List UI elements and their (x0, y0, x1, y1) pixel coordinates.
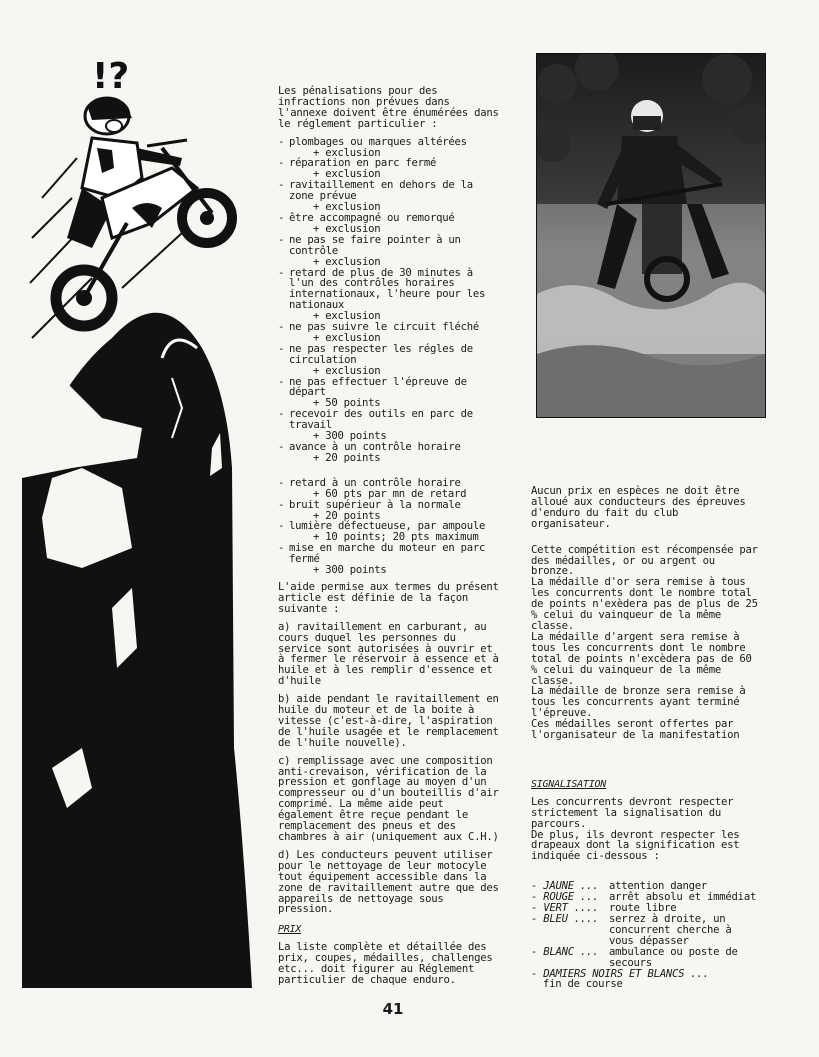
flag-list (531, 881, 761, 990)
aid-paragraph-a: a) ravitaillement en carburant, au cours duquel les personnes du service sont autorisées à ouvrir et à fermer le réservoir à essence et à huile et à les remplir d'essence et d'huile (278, 620, 499, 688)
right-column (531, 486, 761, 990)
penalty-item: - lumière défectueuse, par ampoule + 10 points; 20 pts maximum (278, 520, 486, 544)
exclaim-question-mark: !? (92, 56, 130, 97)
penalty-item: - être accompagné ou remorqué + exclusion (278, 211, 455, 235)
signal-paragraph-2: De plus, ils devront respecter les drapeaux dont la signification est indiquée ci-dessous : (531, 828, 740, 863)
cash-prize-paragraph: Aucun prix en espèces ne doit être alloué aux conducteurs des épreuves d'enduro du fait du club organisateur. (531, 485, 746, 530)
medal-intro-paragraph: Cette compétition est récompensée par des médailles, or ou argent ou bronze. (531, 543, 758, 578)
medal-organizer-paragraph: Ces médailles seront offertes par l'organisateur de la manifestation (531, 718, 740, 742)
motocross-rider-drawing (22, 48, 262, 988)
prix-paragraph: La liste complète et détaillée des prix, coupes, médailles, challenges etc... doit figurer au Réglement particulier de chaque enduro. (278, 941, 493, 986)
penalty-item: - ravitaillement en dehors de la zone prévue + exclusion (278, 179, 473, 214)
aid-paragraph-c: c) remplissage avec une composition anti-crevaison, vérification de la pression et gonflage au moyen d'un compresseur ou d'un bouteillis d'air comprimé. La même aide peut également être reçue pendant le remplacement des pneus et des chambres à air (uniquement aux C.H.) (278, 754, 499, 843)
rider-water-photo (536, 53, 766, 418)
penalty-item: - plombages ou marques altérées + exclusion (278, 135, 467, 159)
penalty-list (278, 137, 503, 464)
bronze-medal-paragraph: La médaille de bronze sera remise à tous les concurrents ayant terminé l'épreuve. (531, 685, 746, 720)
intro-paragraph: Les pénalisations pour des infractions non prévues dans l'annexe doivent être énumérées dans le réglement particulier : (278, 85, 499, 130)
penalty-item: - mise en marche du moteur en parc fermé + 300 points (278, 542, 486, 577)
page-number: 41 (382, 1000, 404, 1018)
flag-row: - ROUGE ... arrêt absolu et immédiat (531, 891, 757, 904)
penalty-item: - réparation en parc fermé + exclusion (278, 157, 437, 181)
penalty-item: - avance à un contrôle horaire + 20 points (278, 441, 461, 464)
aid-paragraph-d: d) Les conducteurs peuvent utiliser pour le nettoyage de leur motocyle tout équipement accessible dans la zone de ravitaillement autre que des appareils de nettoyage sous pression. (278, 848, 499, 916)
penalty-item: - ne pas se faire pointer à un contrôle + exclusion (278, 233, 461, 268)
photo-image (537, 54, 765, 417)
silver-medal-paragraph: La médaille d'argent sera remise à tous les concurrents dont le nombre total de points n'excèdera pas de 60 % celui du vainqueur de la même classe. (531, 630, 752, 687)
penalty-item: - ne pas respecter les régles de circulation + exclusion (278, 342, 473, 377)
prix-heading: PRIX (278, 924, 302, 936)
penalty-list-continued (278, 478, 503, 576)
signal-paragraph-1: Les concurrents devront respecter strictement la signalisation du parcours. (531, 795, 734, 830)
gold-medal-paragraph: La médaille d'or sera remise à tous les concurrents dont le nombre total de points n'exèdera pas de plus de 25 % celui du vainqueur de la même classe. (531, 576, 758, 632)
penalty-item: - ne pas effectuer l'épreuve de départ + 50 points (278, 375, 467, 410)
aid-paragraph-b: b) aide pendant le ravitaillement en huile du moteur et de la boite à vitesse (c'est-à-dire, l'aspiration de l'huile usagée et le remplacement de l'huile nouvelle). (278, 693, 499, 749)
penalty-item: - bruit supérieur à la normale + 20 points (278, 498, 461, 522)
flag-row: - VERT .... route libre (531, 902, 677, 915)
flag-row: - BLANC ... ambulance ou poste de secours (531, 945, 738, 969)
flag-row: - BLEU .... serrez à droite, un concurrent cherche à vous dépasser (531, 913, 732, 947)
penalty-item: - retard de plus de 30 minutes à l'un des contrôles horaires internationaux, l'heure pour les nationaux + exclusion (278, 266, 486, 323)
penalty-item: - retard à un contrôle horaire + 60 pts par mn de retard (278, 476, 467, 500)
flag-row: - JAUNE ... attention danger (531, 880, 708, 893)
aid-intro: L'aide permise aux termes du présent article est définie de la façon suivante : (278, 580, 499, 615)
signalisation-heading: SIGNALISATION (531, 778, 607, 790)
flag-row-checkered: - DAMIERS NOIRS ET BLANCS ... fin de course (531, 967, 709, 991)
middle-column (278, 86, 503, 993)
penalty-item: - ne pas suivre le circuit fléché + exclusion (278, 321, 479, 344)
penalty-item: - recevoir des outils en parc de travail + 300 points (278, 408, 473, 443)
cartoon-illustration (22, 48, 262, 988)
